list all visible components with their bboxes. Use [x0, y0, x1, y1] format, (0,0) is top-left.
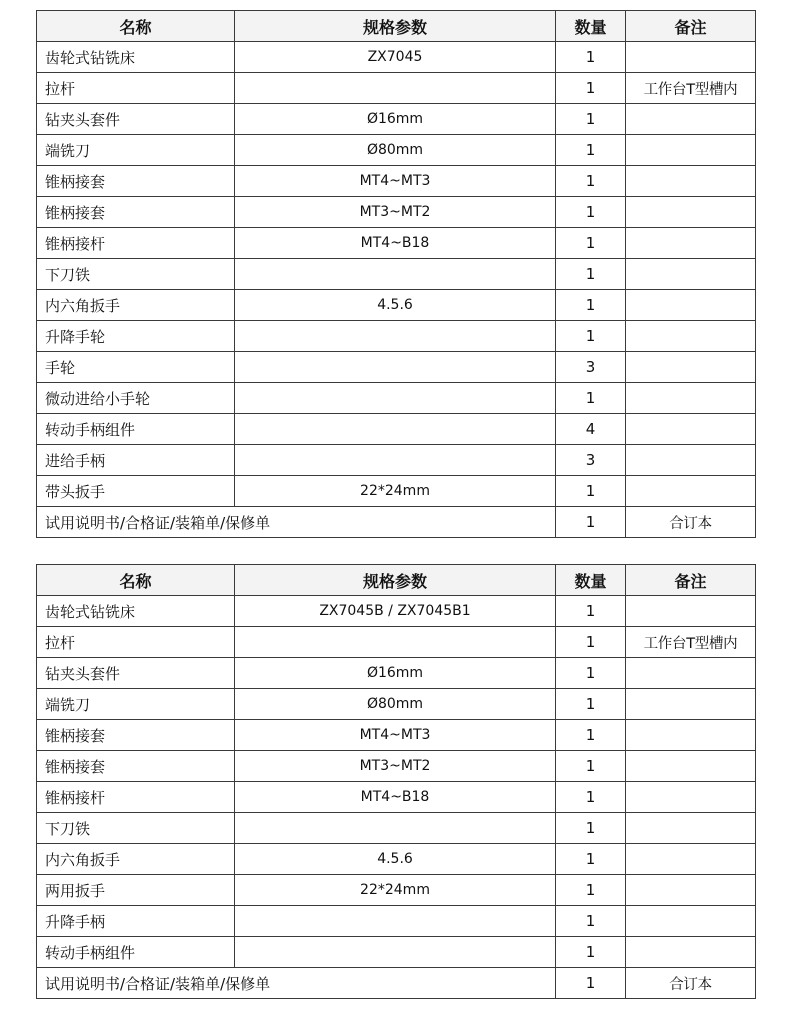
cell-qty: 1 [556, 73, 626, 104]
cell-spec: MT4~B18 [235, 782, 556, 813]
table-row-documents [37, 968, 756, 999]
cell-qty: 1 [556, 596, 626, 627]
cell-qty: 1 [556, 104, 626, 135]
cell-qty: 1 [556, 42, 626, 73]
cell-note [626, 445, 756, 476]
cell-name: 转动手柄组件 [37, 937, 235, 968]
cell-qty: 4 [556, 414, 626, 445]
cell-spec [235, 383, 556, 414]
cell-name: 锥柄接套 [37, 197, 235, 228]
cell-note [626, 720, 756, 751]
cell-qty: 3 [556, 445, 626, 476]
cell-spec: MT4~MT3 [235, 720, 556, 751]
cell-spec: 22*24mm [235, 875, 556, 906]
cell-name: 锥柄接杆 [37, 228, 235, 259]
cell-name: 锥柄接杆 [37, 782, 235, 813]
cell-qty: 3 [556, 352, 626, 383]
cell-qty: 1 [556, 658, 626, 689]
cell-note [626, 166, 756, 197]
header-spec: 规格参数 [235, 11, 556, 42]
cell-note: 工作台T型槽内 [626, 73, 756, 104]
cell-qty: 1 [556, 166, 626, 197]
cell-spec [235, 445, 556, 476]
cell-name: 升降手柄 [37, 906, 235, 937]
cell-name: 下刀铁 [37, 259, 235, 290]
table-row-documents [37, 507, 756, 538]
cell-name: 升降手轮 [37, 321, 235, 352]
cell-qty: 1 [556, 135, 626, 166]
header-name: 名称 [37, 11, 235, 42]
table-row [37, 844, 756, 875]
cell-spec [235, 414, 556, 445]
table-row [37, 383, 756, 414]
cell-spec: Ø80mm [235, 135, 556, 166]
cell-note: 工作台T型槽内 [626, 627, 756, 658]
cell-name: 钻夹头套件 [37, 104, 235, 135]
cell-note [626, 813, 756, 844]
cell-spec: MT3~MT2 [235, 751, 556, 782]
cell-spec [235, 906, 556, 937]
cell-qty: 1 [556, 968, 626, 999]
cell-name: 微动进给小手轮 [37, 383, 235, 414]
cell-note [626, 352, 756, 383]
cell-name: 端铣刀 [37, 135, 235, 166]
cell-name: 试用说明书/合格证/装箱单/保修单 [37, 507, 556, 538]
table-row [37, 73, 756, 104]
cell-note [626, 782, 756, 813]
table-row [37, 627, 756, 658]
cell-note [626, 228, 756, 259]
cell-note [626, 42, 756, 73]
cell-note [626, 259, 756, 290]
table-body [37, 42, 756, 538]
header-qty: 数量 [556, 11, 626, 42]
cell-qty: 1 [556, 383, 626, 414]
cell-name: 带头扳手 [37, 476, 235, 507]
cell-note [626, 290, 756, 321]
cell-qty: 1 [556, 627, 626, 658]
table-row [37, 166, 756, 197]
cell-note [626, 414, 756, 445]
cell-qty: 1 [556, 751, 626, 782]
cell-spec [235, 73, 556, 104]
cell-spec [235, 352, 556, 383]
cell-spec [235, 813, 556, 844]
cell-spec [235, 627, 556, 658]
cell-name: 内六角扳手 [37, 290, 235, 321]
table-row [37, 906, 756, 937]
header-spec: 规格参数 [235, 565, 556, 596]
cell-spec [235, 259, 556, 290]
cell-qty: 1 [556, 476, 626, 507]
cell-qty: 1 [556, 720, 626, 751]
table-row [37, 689, 756, 720]
cell-name: 进给手柄 [37, 445, 235, 476]
cell-note [626, 321, 756, 352]
cell-name: 转动手柄组件 [37, 414, 235, 445]
cell-spec: Ø16mm [235, 658, 556, 689]
cell-qty: 1 [556, 906, 626, 937]
cell-name: 齿轮式钻铣床 [37, 596, 235, 627]
header-note: 备注 [626, 11, 756, 42]
cell-note [626, 658, 756, 689]
cell-name: 锥柄接套 [37, 751, 235, 782]
cell-name: 齿轮式钻铣床 [37, 42, 235, 73]
table-body [37, 596, 756, 999]
header-name: 名称 [37, 565, 235, 596]
table-row [37, 42, 756, 73]
cell-qty: 1 [556, 290, 626, 321]
cell-note [626, 383, 756, 414]
cell-spec [235, 321, 556, 352]
accessory-table-zx7045b [36, 564, 756, 999]
cell-qty: 1 [556, 259, 626, 290]
table-row [37, 720, 756, 751]
cell-name: 手轮 [37, 352, 235, 383]
cell-qty: 1 [556, 197, 626, 228]
table-row [37, 321, 756, 352]
cell-spec: ZX7045 [235, 42, 556, 73]
table-row [37, 197, 756, 228]
cell-name: 端铣刀 [37, 689, 235, 720]
accessory-table-zx7045 [36, 10, 756, 538]
cell-name: 拉杆 [37, 627, 235, 658]
table-header-row [37, 565, 756, 596]
table-row [37, 937, 756, 968]
cell-qty: 1 [556, 782, 626, 813]
cell-spec: Ø80mm [235, 689, 556, 720]
table-row [37, 596, 756, 627]
table-row [37, 476, 756, 507]
cell-spec: ZX7045B / ZX7045B1 [235, 596, 556, 627]
cell-name: 钻夹头套件 [37, 658, 235, 689]
cell-note [626, 476, 756, 507]
cell-spec [235, 937, 556, 968]
cell-spec: MT4~B18 [235, 228, 556, 259]
table-row [37, 751, 756, 782]
cell-qty: 1 [556, 937, 626, 968]
cell-spec: 4.5.6 [235, 290, 556, 321]
table-row [37, 104, 756, 135]
cell-spec: MT3~MT2 [235, 197, 556, 228]
cell-qty: 1 [556, 689, 626, 720]
cell-name: 内六角扳手 [37, 844, 235, 875]
table-row [37, 228, 756, 259]
cell-qty: 1 [556, 844, 626, 875]
cell-note [626, 844, 756, 875]
table-row [37, 259, 756, 290]
cell-note: 合订本 [626, 507, 756, 538]
table-row [37, 290, 756, 321]
table-row [37, 135, 756, 166]
cell-qty: 1 [556, 321, 626, 352]
cell-name: 拉杆 [37, 73, 235, 104]
cell-note [626, 906, 756, 937]
header-note: 备注 [626, 565, 756, 596]
cell-note [626, 596, 756, 627]
header-qty: 数量 [556, 565, 626, 596]
cell-note: 合订本 [626, 968, 756, 999]
cell-note [626, 875, 756, 906]
table-row [37, 414, 756, 445]
table-row [37, 352, 756, 383]
cell-note [626, 751, 756, 782]
cell-qty: 1 [556, 813, 626, 844]
cell-note [626, 197, 756, 228]
cell-name: 锥柄接套 [37, 166, 235, 197]
cell-qty: 1 [556, 875, 626, 906]
cell-name: 两用扳手 [37, 875, 235, 906]
cell-note [626, 104, 756, 135]
cell-spec: MT4~MT3 [235, 166, 556, 197]
cell-qty: 1 [556, 228, 626, 259]
cell-note [626, 937, 756, 968]
cell-name: 锥柄接套 [37, 720, 235, 751]
table-header-row [37, 11, 756, 42]
cell-spec: 4.5.6 [235, 844, 556, 875]
cell-qty: 1 [556, 507, 626, 538]
cell-note [626, 135, 756, 166]
table-row [37, 875, 756, 906]
cell-spec: Ø16mm [235, 104, 556, 135]
cell-note [626, 689, 756, 720]
cell-name: 下刀铁 [37, 813, 235, 844]
cell-spec: 22*24mm [235, 476, 556, 507]
table-row [37, 658, 756, 689]
table-row [37, 445, 756, 476]
cell-name: 试用说明书/合格证/装箱单/保修单 [37, 968, 556, 999]
table-row [37, 813, 756, 844]
table-row [37, 782, 756, 813]
